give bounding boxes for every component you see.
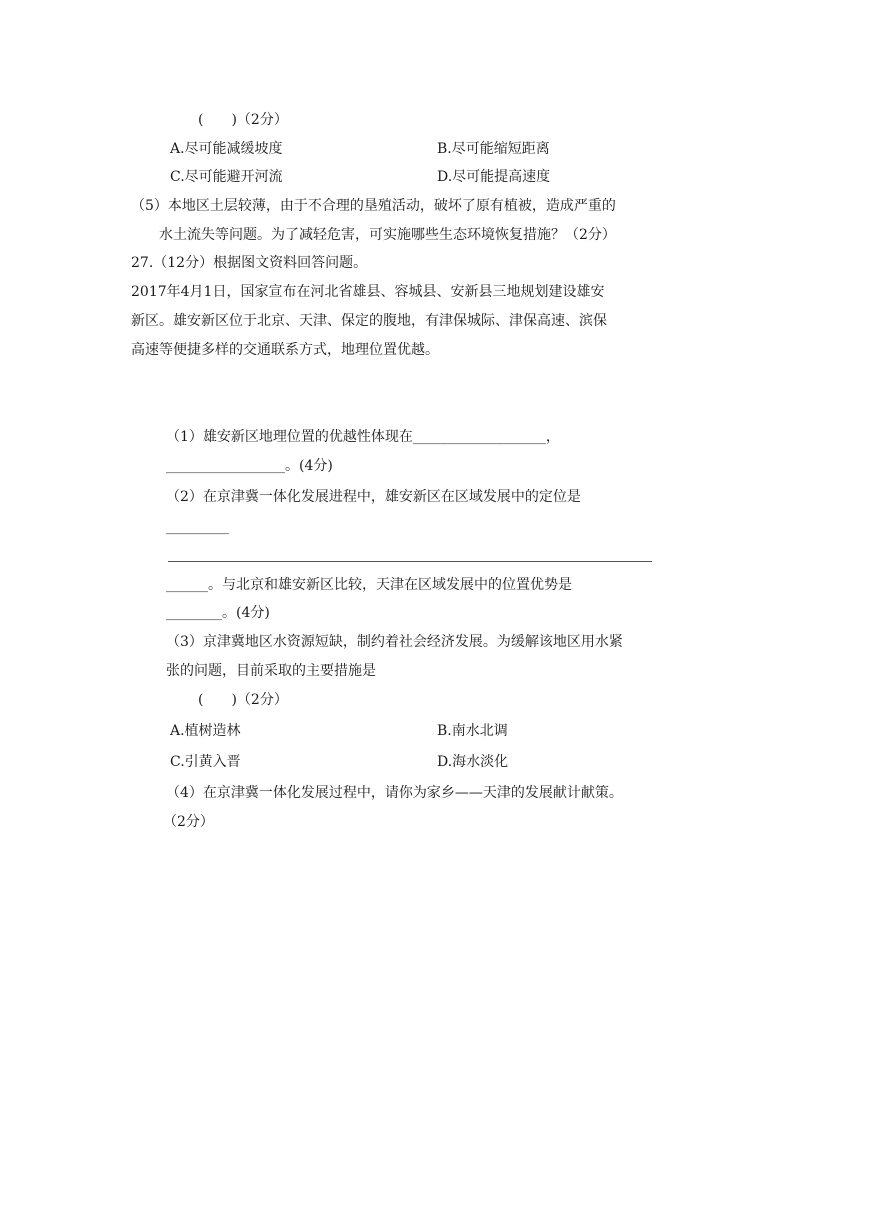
passage-line-1: 2017年4月1日，国家宣布在河北省雄县、容城县、安新县三地规划建设雄安 xyxy=(131,284,605,300)
option-d: D.尽可能提高速度 xyxy=(437,169,551,185)
sub-question-3-option-c: C.引黄入晋 xyxy=(170,754,241,770)
question-27-heading: 27.（12分）根据图文资料回答问题。 xyxy=(131,255,368,271)
sub-question-5-line-1: （5）本地区土层较薄，由于不合理的垦殖活动，破坏了原有植被，造成严重的 xyxy=(131,198,616,214)
sub-question-1-line-1: （1）雄安新区地理位置的优越性体现在___________________， xyxy=(166,429,560,445)
sub-question-2-line-3: ______。与北京和雄安新区比较，天津在区域发展中的位置优势是 xyxy=(166,577,572,593)
passage-line-3: 高速等便捷多样的交通联系方式，地理位置优越。 xyxy=(131,342,439,358)
sub-question-3-option-b: B.南水北调 xyxy=(437,723,508,739)
sub-question-4-line-2: （2分） xyxy=(163,814,214,830)
answer-line xyxy=(168,561,652,562)
option-c: C.尽可能避开河流 xyxy=(170,169,283,185)
sub-question-1-line-2: _________________。(4分) xyxy=(166,458,333,474)
sub-question-3-line-1: （3）京津冀地区水资源短缺，制约着社会经济发展。为缓解该地区用水紧 xyxy=(166,634,623,650)
option-b: B.尽可能缩短距离 xyxy=(437,141,550,157)
sub-question-2-answer-blank: _________ xyxy=(166,519,229,535)
sub-question-3-option-a: A.植树造林 xyxy=(170,723,241,739)
sub-question-5-line-2: 水土流失等问题。为了减轻危害，可实施哪些生态环境恢复措施？（2分） xyxy=(159,227,616,243)
sub-question-2-line-1: （2）在京津冀一体化发展进程中，雄安新区在区域发展中的定位是 xyxy=(166,489,581,505)
sub-question-4-line-1: （4）在京津冀一体化发展过程中，请你为家乡——天津的发展献计献策。 xyxy=(166,785,623,801)
answer-parenthesis: ( )（2分） xyxy=(198,112,288,128)
passage-line-2: 新区。雄安新区位于北京、天津、保定的腹地，有津保城际、津保高速、滨保 xyxy=(131,313,607,329)
sub-question-3-answer-parenthesis: ( )（2分） xyxy=(198,692,288,708)
sub-question-3-option-d: D.海水淡化 xyxy=(437,754,509,770)
option-a: A.尽可能减缓坡度 xyxy=(170,141,283,157)
sub-question-3-line-2: 张的问题，目前采取的主要措施是 xyxy=(166,663,376,679)
sub-question-2-line-4: ________。(4分) xyxy=(166,605,270,621)
